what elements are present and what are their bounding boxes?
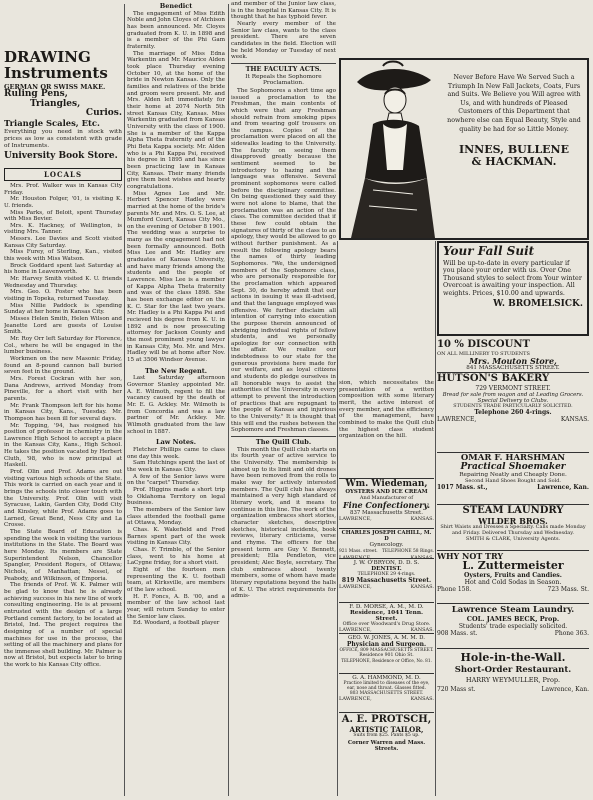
omar-address-line xyxy=(437,484,589,491)
protsch-sub: ARTISTIC TAILOR, xyxy=(349,724,424,734)
protsch-title: A. E. PROTSCH, xyxy=(341,714,432,725)
local-item: Mrs. Geo. O. Foster who has been visiting in Topeka, returned Tuesday. xyxy=(4,289,122,303)
faculty-sub: It Repeals the Sophomore Proclamation. xyxy=(245,73,322,86)
law-note: Prof. Higgins made a short trip to Oklahoma Territory on legal business. xyxy=(127,487,225,507)
column-rule xyxy=(435,241,436,796)
local-item: Mr. Topping, '94, has resigned his position of professor in chemistry in the Lawrence High School to accept a place in the Kansas City, Kans., High School. He takes the position vacated by Herbert Cluth, '98, who is now principal at Haskell. xyxy=(4,422,122,469)
morse-city: LAWRENCE, xyxy=(339,627,372,633)
hole-address-line xyxy=(437,686,589,693)
local-item: Mrs. K. Hackney, of Wellington, is visiting Mrs. Tanner. xyxy=(4,222,122,236)
hole-city: Lawrence, Kan. xyxy=(541,686,589,694)
left-column xyxy=(4,0,122,800)
wiedeman-l3: Fine Confectionery. xyxy=(342,500,431,511)
triangle-scales: Triangle Scales, Etc. xyxy=(4,117,100,128)
benedict-text xyxy=(127,11,225,364)
fall-suit-text: Will be up-to-date in every particular if you place your order with us. Over One Thousand styles to select from Your winter Overcoat is awaiting your inspection. All weights. Prices, $10.00 and upwards. xyxy=(443,258,582,297)
benedict-header: Benedict xyxy=(159,2,193,10)
cahill-address: 921 Mass. street. xyxy=(339,549,378,554)
jones-l2: Residence 901 Ohio St. xyxy=(359,653,414,658)
hole-l1: HARRY WEYMULLER, Prop. xyxy=(465,676,561,685)
hole-title: Hole-in-the-Wall. xyxy=(460,651,566,664)
lawrence-steam-line xyxy=(437,630,589,637)
omar-sub: Practical Shoemaker xyxy=(460,461,566,472)
benedict-paragraph: Miss Agnes Lee and Mr. Herbert Spencer Hadley were married at the home of the bride's parents Mr. and Mrs. O. S. Lee, at Mumford Court, Kansas City Mo., on the evening of October 8 1901. The wedding was a surprise to many as the engagement had not been formally announced. Both Miss Lee and Mr. Hadley are graduates of Kansas University, and have many friends among the students and the people of Lawrence. Miss Lee is a member of Kappa Alpha Theta fraternity and was of the class 1898. She has been exchange editor on the K. C. Star for the last two years. Mr. Hadley is a Phi Kappa Psi and recieved his degree from K. U. in 1892 and is now prosecuting attorney for Jackson County and the most prominent young lawyer in Kansas City, Mo. Mr. and Mrs. Hadley will be at home after Nov. 15 at 3506 Windsor Avenue. xyxy=(127,190,225,363)
innes-name2: & HACKMAN. xyxy=(471,154,557,168)
curios: Curios. xyxy=(85,108,122,119)
hutson-phone: Telephone 260 4-rings. xyxy=(474,408,552,416)
hammond-title: G. A. HAMMOND, M. D. xyxy=(352,675,421,681)
steam-l1: Shirt Waists and Dresses a Specialty. Calls made Monday and Friday. Delivered Thursday and Wednesday. xyxy=(440,523,586,536)
omar-address: 1017 Mass. st., xyxy=(437,484,488,492)
cahill-phone: TELEPHONE 58 Rings. xyxy=(381,549,434,554)
jones-sub: Physician and Surgeon. xyxy=(346,641,427,648)
local-item: Messrs. Lee Davies and Scott visited Kansas City Saturday. xyxy=(4,236,122,249)
local-item: Brock Goddard spent last Saturday at his home in Leavenworth. xyxy=(4,262,122,276)
omar-l2: Second Hand Shoes Bought and Sold. xyxy=(464,478,562,485)
hutson-state: KANSAS. xyxy=(560,415,589,423)
jones-l3: TELEPHONE, Residence or Office, No. 81. xyxy=(341,658,432,663)
lawrence-steam-address: 908 Mass. st. xyxy=(437,629,478,637)
morse-l1: Residence, 1041 Tenn. Street. xyxy=(349,610,424,622)
triangles: Triangles, xyxy=(30,98,81,109)
local-item: Miss Furey, of Sterling, Kan., visited this week with Miss Watson. xyxy=(4,249,122,263)
drawing-subtitle: GERMAN OR SWISS MAKE. xyxy=(4,82,106,91)
instruments-title: Instruments xyxy=(4,63,108,82)
zuttermeister: L. Zuttermeister xyxy=(462,559,564,573)
local-item: The State Board of Education is spending the week in visiting the various institutions in the State. The Board was here Monday. Its members are State Superintendent Nelson, Chancellor Spangler, President Rogers, of Ottawa; Nichols, of Manhattan; Nessel, of Peabody, and Wilkinson, of Emporia. xyxy=(4,529,122,582)
wiedeman-city-line xyxy=(339,516,434,523)
omar-l1: Repairing Neatly and Cheaply Done. xyxy=(459,472,567,479)
middle-column xyxy=(127,0,225,800)
innes-text-block xyxy=(445,74,583,167)
column-rule xyxy=(124,4,125,796)
hammond-city-line xyxy=(339,696,434,703)
local-item: Mr. Frank Thompson left for his home in Kansas City, Kans., Tuesday. Mr. Thompson has been ill for several days. xyxy=(4,402,122,422)
why-not-try-ad xyxy=(437,550,589,593)
lawrence-steam-l2: Students' trade especially solicited. xyxy=(458,622,568,630)
locals-banner xyxy=(4,168,122,181)
hutson-solicited: STUDENTS TRADE PARTICULARLY SOLICITED. xyxy=(453,403,573,409)
hutson-city-line xyxy=(437,416,589,423)
obryon-title: J. W. O'BRYON, D. D. S. xyxy=(353,560,420,566)
omar-title: OMAR F. HARSHMAN xyxy=(460,453,566,463)
wiedeman-address: 837 Massachusetts Street. xyxy=(350,509,423,516)
third-column xyxy=(231,0,336,800)
obryon-ad xyxy=(339,558,434,591)
obryon-address: 819 Massachusetts Street. xyxy=(341,577,432,584)
divider xyxy=(231,436,336,437)
locals-title: LOCALS xyxy=(44,169,82,179)
hammond-ad xyxy=(339,673,434,703)
benedict-paragraph: The engagement of Miss Edith Noble and John Cloyes of Atchison has been announced. Mr. Cloyes graduated from K. U. in 1898 and is a member of the Phi Gam fraternity. xyxy=(127,10,225,51)
faculty-text: The Sophomores a short time ago issued a proclamation to the Freshman, the main contents of which were that any Freshman should refrain from smoking pipes and from wearing golf trousers on the campus. Copies of the proclamation were placed on all the sidewalks leading to the University. The faculty on seeing them disapproved greatly because the sentiment seemed to be introductory to hazing and the language was offensive. Several prominent sophomores were called before the disciplinary committee. On being questioned they said they were not alone to blame, that the proclamation was an action of the class. The committee decided that if these few could obtain the signatures of thirty of the class to an apology, they would be allowed to go without further punishment. As a result the following apology bears the names of thirty leading Sophomores. "We, the undersigned members of the Sophomore class, who are personally responsible for the proclamation which appeared Sept. 30, do hereby admit that our actions in issuing it was ill-advised, and that the language employed was offensive. We further disclaim all intention of carrying into execution the purpose therein announced of abridging individual rights of fellow students, and we personally apologize for our connection with the affair. We realize our indebtedness to our state for the generous provisions here made for our welfare, and as loyal citizens and students do pledge ourselves in all honorable ways to assist the authorities of the University in every attempt to prevent the introduction of practices that are repugnant to the people of Kansas and injurious to the University." It is thought that this will end the rushes between the Sophomore and Freshman classes. xyxy=(231,87,336,434)
admis-continuation: sion, which necessitates the presentation of a written composition with some literary merit, the active interest of every member, and the efficiency of the management, have combined to make the Quill club the highest class student organization on the hill. xyxy=(339,380,434,440)
innes-bullene-ad xyxy=(339,58,589,240)
morse-l2: Office over Woodward's Drug Store. xyxy=(342,622,431,627)
wiedeman-l1: OYSTERS AND ICE CREAM xyxy=(345,489,428,496)
wiedeman-state: KANSAS. xyxy=(410,515,434,522)
local-item: Mr. Roy Orr left Saturday for Florence, Col., where he will be engaged in the lumber business. xyxy=(4,335,122,356)
obryon-city: LAWRENCE, xyxy=(339,584,372,590)
hole-in-the-wall-ad xyxy=(437,648,589,693)
faculty-header: THE FACULTY ACTS. xyxy=(245,64,322,73)
local-item: Prof. Olin and Prof. Adams are out visiting various high schools of the State. This work is carried on each year and it brings the schools into closer touch with the University. Prof. Olin will visit Syracuse, Lakin, Garden City, Dodd City and Kinsley, while Prof. Adams goes to Larned, Great Bend, Ness City and La Crosse. xyxy=(4,469,122,529)
hammond-city: LAWRENCE, xyxy=(339,696,372,702)
discount-title: 10 % DISCOUNT xyxy=(437,339,530,350)
why-not-l1: Oysters, Fruits and Candies. xyxy=(464,571,562,579)
law-note: H. F. Foncs, A. B. '00, and a member of the law school last year, will return Sunday to enter the Senior law class. xyxy=(127,593,225,620)
local-item: Mrs. Prof. Walker was in Kansas City Friday. xyxy=(4,182,122,196)
law-note: Ed. Woodard, a football player xyxy=(133,620,220,627)
hole-sub: Short-Order Restaurant. xyxy=(454,664,572,675)
ruling-pens: Ruling Pens, xyxy=(4,89,68,100)
law-note: A few of the Senior laws were on the "carpet" Thursday. xyxy=(127,473,225,487)
why-not-phone-line xyxy=(437,586,589,593)
wiedeman-title: Wm. Wiedeman, xyxy=(345,479,428,489)
hammond-l1: Practice limited to diseases of the eye, ear, nose and throat. Glasses fitted. xyxy=(343,681,430,691)
obryon-phone: TELEPHONE 29 4-rings. xyxy=(357,572,416,577)
why-not-title: WHY NOT TRY xyxy=(437,551,504,561)
fall-suit-ad xyxy=(437,241,589,336)
lady-illustration xyxy=(343,60,441,238)
innes-name: INNES, BULLENE xyxy=(458,143,570,157)
hammond-state: KANSAS. xyxy=(410,696,434,702)
wiedeman-city: LAWRENCE, xyxy=(339,515,372,522)
lawrence-steam-l1: COL. JAMES BECK, Prop. xyxy=(466,614,560,623)
lawrence-steam-title: Lawrence Steam Laundry. xyxy=(451,605,575,615)
drawing-instruments-ad xyxy=(4,0,122,162)
nearly-every: Nearly every member of the Senior law class, wants to the class president. There are seven candidates in the field. Election will be held Monday or Tuesday of next week. xyxy=(231,20,336,61)
law-note: Chas. F. Trimble, of the Senior class, went to his home at LaCygne friday, for a short visit. xyxy=(127,546,225,567)
wiedeman-ad xyxy=(339,478,434,523)
jones-title: GEO. W. JONES, A. M. M. D. xyxy=(347,635,425,641)
local-item: Mr. Houston Folger, '01, is visiting K. U. friends. xyxy=(4,196,122,209)
bromelsick-name: W. BROMELSICK. xyxy=(493,298,583,309)
benedict-paragraph: The marriage of Miss Edna Warkentin and Mr. Maurice Alden took place Thursday evening October 10, at the home of the bride in Newton Kansas. Only the families and relatives of the bride and groom were present. Mr. and Mrs. Alden left immediately for their home at 2074 North 5th street Kansas City, Kansas. Miss Warkentin graduated from Kansas University with the class of 1900. She is a member of the Kappa Alpha Theta fraternity and of the Phi Beta Kappa society. Mr. Alden who is a Phi Kappa Psi, received his degree in 1895 and has since been practicing law in Kansas City, Kansas. Their many friends give them best wishes and hearty congratulations. xyxy=(127,50,225,190)
lawrence-steam-ad xyxy=(437,603,589,637)
local-item: Mr. Harvey Smith visited K. U. friends Wednesday and Thursday. xyxy=(4,276,122,289)
why-not-address: 723 Mass. St. xyxy=(547,585,589,593)
regent-text: Last Saturday afternoon Governor Stanley appointed Mr. A. E. Wilmoth, regent to fill the vacancy caused by the death of Mr. E. G. Ackley. Mr. Wilmoth is from Concordia and was a law partner of Mr. Ackley. Mr. Wilmoth graduated from the law school in 1887. xyxy=(127,375,225,435)
law-notes xyxy=(127,447,225,627)
law-note: The members of the Senior law class attended the football game at Ottawa, Monday. xyxy=(127,507,225,527)
hutson-city: LAWRENCE, xyxy=(437,415,477,423)
hutson-bakery-ad xyxy=(437,372,589,423)
omar-harshman-ad xyxy=(437,452,589,491)
steam-title: STEAM LAUNDRY xyxy=(462,505,564,516)
morse-title: F. D. MORSE, A. M., M. D. xyxy=(349,604,424,610)
hutson-title: HUTSON'S BAKERY xyxy=(437,373,550,384)
cahill-addr-line xyxy=(339,548,434,555)
cahill-title: CHARLES JOSEPH CAHILL, M. D xyxy=(341,530,432,542)
cahill-city: LAWRENCE, xyxy=(339,555,372,561)
local-item: Mrs. Forest Cockran with her son, Dana Andrews, arrived Monday from Pineville, for a short visit with her parents. xyxy=(4,375,122,402)
cahill-ad xyxy=(339,528,434,562)
divider xyxy=(231,63,336,64)
quill-continuation xyxy=(339,380,434,480)
cahill-sub: Gynecology. xyxy=(369,542,404,548)
hutson-delivery: Special Delivery to Clubs. xyxy=(477,397,549,404)
omar-city: Lawrence, Kan. xyxy=(537,484,589,492)
discount-address: 841 MASSACHUSETTS STREET. xyxy=(466,364,560,371)
hammond-l2: 803 MASSACHUSETTS STREET. xyxy=(349,691,424,696)
junior-lead: and member of the Junior law class, is in the hospital in Kansas City. It is thought that he has typhoid fever. xyxy=(231,1,336,21)
cahill-state: KANSAS. xyxy=(410,555,434,561)
law-note: Eight of the fourteen men representing the K. U. football team, at Kirksville, are members of the law school. xyxy=(127,566,225,593)
morse-state: KANSAS. xyxy=(410,627,434,633)
discount-ad xyxy=(437,340,589,371)
hole-address: 720 Mass st. xyxy=(437,686,476,694)
protsch-ad xyxy=(339,712,434,752)
hutson-bread: Bread for sale from wagon and at Leading Grocers. xyxy=(442,391,584,398)
local-item: Miss Nillie Paddock is spending Sunday at her home in Kansas City. xyxy=(4,302,122,316)
obryon-sub: DENTIST. xyxy=(371,566,402,572)
locals-list xyxy=(4,183,122,669)
innes-text: Never Before Have We Served Such a Triumph In New Fall Jackets, Coats, Furs and Suits. We Believe you Will agree with Us, and with hundreds of Pleased Customers of this Department that nowhere else can Equal Beauty, Style and quality be had for so Little Money. xyxy=(447,74,581,133)
jones-ad xyxy=(339,633,434,663)
local-item: Misses Helen Smith, Helen Wilson and Jeanette Lord are guests of Louise Smith. xyxy=(4,316,122,336)
law-note: Chas. K. Wakefield and Fred Barnes spent part of the week visiting in Kansas City. xyxy=(127,527,225,547)
drawing-body: Everything you need in stock with prices as low as consistent with grade of Instruments. xyxy=(4,129,122,150)
regent-header: The New Regent. xyxy=(144,366,208,375)
why-not-phone: Phone 158. xyxy=(437,585,472,593)
quill-text: This month the Quill club starts on its fourth year of active service to the University. The membership is almost up to its limit and old drones have been removed from the rolls to make way for actively interested members. The Quill club has always maintained a very high standard of literary work, and it means to continue in this line. The work of the organization embraces short stories, character sketches, descriptive sketches, historical incidents, book reviews, literary criticisms, verse and rhyme. The officers for the present term are Guy V. Bennett, president; Ella Pendleton, vice president; Alec Boyle, secretary. The club embraces about twenty members, some of whom have made literary reputations beyond the halls of K. U. The strict requirements for admis- xyxy=(231,446,336,600)
obryon-city-line xyxy=(339,584,434,591)
drawing-title: DRAWING xyxy=(4,48,91,66)
protsch-l1: Suits from $25. Pants $5 up. xyxy=(353,732,420,738)
law-note: Sam Hutchings spent the last of the week in Kansas City. xyxy=(127,460,225,474)
why-not-l2: Hot and Cold Sodas in Season. xyxy=(464,578,562,586)
steam-laundry-ad xyxy=(437,504,589,542)
jones-l1: OFFICE, 809 MASSACHUSETTS STREET. xyxy=(339,648,434,653)
morse-ad xyxy=(339,602,434,634)
wiedeman-l2: And Manufacturer of xyxy=(359,495,414,502)
steam-sub: WILDER BROS. xyxy=(478,515,548,526)
law-note: Fletcher Phillips came to class one day this week. xyxy=(127,447,225,460)
lawrence-steam-phone: Phone 363. xyxy=(554,629,589,637)
column-rule xyxy=(228,4,229,796)
obryon-state: KANSAS. xyxy=(410,584,434,590)
hutson-address: 729 VERMONT STREET. xyxy=(475,384,551,392)
quill-header: The Quill Club. xyxy=(255,438,312,446)
fall-suit-title: Your Fall Suit xyxy=(443,244,535,258)
discount-line1: ON ALL MILLINERY TO STUDENTS xyxy=(437,350,530,357)
law-header: Law Notes. xyxy=(156,438,196,447)
local-item: The friends of Prof. W. K. Palmer will be glad to know that he is already achieving success in his new line of work consulting engineering. He is at present entrusted with the design of a large Portland cement factory, to be located at Bristol, Ind. The project requires the designing of a number of special machines for use in the process, the setting of all the machinery and plans for the immense shell building. Mr. Palmer is now at Bristol, but expects later to bring the work to his Kansas City office. xyxy=(4,582,122,669)
local-item: Miss Parks, of Beloit, spent Thursday with Miss Bevier. xyxy=(4,209,122,223)
column-rule xyxy=(337,241,338,796)
local-item: Workmen on the new Masonic Friday, found an 8-pound cannon ball buried seven feet in the ground. xyxy=(4,355,122,376)
steam-l2: SMITH & CLARK, University Agents. xyxy=(465,536,561,543)
store-name: University Book Store. xyxy=(4,151,118,162)
mouton-store: Mrs. Mouton Store, xyxy=(469,355,557,366)
protsch-address: Corner Warren and Mass. Streets. xyxy=(347,739,426,752)
